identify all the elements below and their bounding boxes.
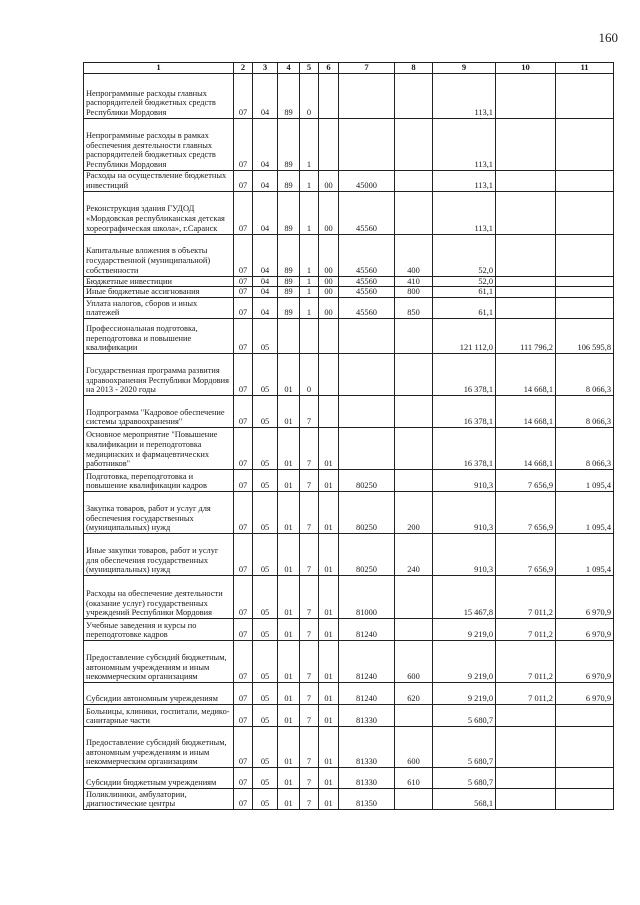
section-code: 07 [234,727,253,768]
section-code: 07 [234,396,253,428]
section-code: 07 [234,428,253,470]
section-code: 07 [234,470,253,492]
subsection-code: 05 [253,428,278,470]
budget-table [83,62,614,810]
table-row [84,119,614,171]
expense-type-code [395,789,433,810]
expense-name: Уплата налогов, сборов и иных платежей [84,298,234,319]
program-code: 89 [278,119,300,171]
section-code: 07 [234,619,253,641]
event-code: 01 [319,683,339,705]
amount-col-11 [556,234,614,276]
column-header: 3 [253,63,278,74]
section-code: 07 [234,234,253,276]
table-row [84,428,614,470]
amount-col-11: 6 970,9 [556,641,614,683]
amount-col-11 [556,727,614,768]
event-code [319,354,339,396]
program-code: 01 [278,396,300,428]
expense-name: Иные бюджетные ассигнования [84,287,234,298]
direction-code: 80250 [339,492,395,534]
amount-col-11: 1 095,4 [556,470,614,492]
column-header: 7 [339,63,395,74]
subprogram-code: 1 [300,298,319,319]
section-code: 07 [234,287,253,298]
section-code: 07 [234,492,253,534]
subprogram-code: 7 [300,428,319,470]
direction-code: 80250 [339,470,395,492]
direction-code: 45560 [339,298,395,319]
column-header: 8 [395,63,433,74]
program-code: 01 [278,705,300,727]
expense-name: Бюджетные инвестиции [84,276,234,287]
expense-type-code [395,354,433,396]
direction-code [339,74,395,119]
program-code: 01 [278,619,300,641]
column-header: 5 [300,63,319,74]
expense-type-code: 600 [395,727,433,768]
subsection-code: 04 [253,119,278,171]
subsection-code: 05 [253,683,278,705]
amount-col-9: 61,1 [433,298,496,319]
section-code: 07 [234,319,253,354]
table-row [84,789,614,810]
amount-col-9: 61,1 [433,287,496,298]
subprogram-code: 7 [300,534,319,576]
amount-col-10: 7 011,2 [496,683,556,705]
table-row [84,319,614,354]
expense-type-code: 200 [395,492,433,534]
section-code: 07 [234,191,253,234]
column-header: 6 [319,63,339,74]
expense-name: Учебные заведения и курсы по переподготовке кадров [84,619,234,641]
amount-col-9: 15 467,8 [433,576,496,619]
amount-col-10: 7 011,2 [496,641,556,683]
subsection-code: 05 [253,396,278,428]
amount-col-11: 8 066,3 [556,428,614,470]
subsection-code: 04 [253,298,278,319]
expense-type-code [395,119,433,171]
amount-col-11 [556,74,614,119]
expense-name: Субсидии бюджетным учреждениям [84,768,234,789]
subsection-code: 05 [253,705,278,727]
expense-name: Субсидии автономным учреждениям [84,683,234,705]
page-number: 160 [598,30,618,45]
table-row [84,191,614,234]
amount-col-10 [496,119,556,171]
subprogram-code: 7 [300,768,319,789]
subsection-code: 05 [253,576,278,619]
table-row [84,276,614,287]
event-code: 00 [319,276,339,287]
direction-code: 81350 [339,789,395,810]
amount-col-10: 14 668,1 [496,396,556,428]
table-row [84,354,614,396]
amount-col-10 [496,789,556,810]
direction-code: 81330 [339,727,395,768]
section-code: 07 [234,789,253,810]
event-code: 00 [319,287,339,298]
column-header: 11 [556,63,614,74]
subprogram-code: 1 [300,276,319,287]
table-row [84,619,614,641]
amount-col-10 [496,287,556,298]
expense-name: Профессиональная подготовка, переподготовка и повышение квалификации [84,319,234,354]
program-code: 01 [278,789,300,810]
subprogram-code: 7 [300,705,319,727]
amount-col-9: 16 378,1 [433,428,496,470]
direction-code: 45560 [339,287,395,298]
column-header: 4 [278,63,300,74]
subprogram-code: 1 [300,191,319,234]
expense-type-code [395,319,433,354]
subsection-code: 05 [253,789,278,810]
direction-code: 45560 [339,191,395,234]
column-header: 10 [496,63,556,74]
direction-code [339,354,395,396]
table-row [84,727,614,768]
table-row [84,171,614,192]
expense-type-code [395,396,433,428]
subprogram-code: 7 [300,396,319,428]
program-code: 89 [278,234,300,276]
expense-name: Поликлиники, амбулатории, диагностические центры [84,789,234,810]
subsection-code: 04 [253,171,278,192]
event-code: 01 [319,428,339,470]
subsection-code: 05 [253,534,278,576]
event-code: 00 [319,298,339,319]
expense-name: Государственная программа развития здравоохранения Республики Мордовия на 2013 - 2020 годы [84,354,234,396]
section-code: 07 [234,534,253,576]
event-code: 01 [319,705,339,727]
event-code: 01 [319,470,339,492]
amount-col-9: 52,0 [433,234,496,276]
amount-col-11 [556,705,614,727]
expense-type-code [395,191,433,234]
subprogram-code: 7 [300,789,319,810]
direction-code [339,396,395,428]
table-row [84,683,614,705]
subprogram-code: 7 [300,492,319,534]
amount-col-11 [556,276,614,287]
section-code: 07 [234,683,253,705]
table-row [84,74,614,119]
event-code: 01 [319,492,339,534]
expense-type-code [395,74,433,119]
amount-col-11 [556,789,614,810]
table-row [84,492,614,534]
subprogram-code: 1 [300,171,319,192]
program-code: 01 [278,428,300,470]
section-code: 07 [234,119,253,171]
section-code: 07 [234,276,253,287]
amount-col-11 [556,119,614,171]
subsection-code: 04 [253,234,278,276]
event-code: 01 [319,641,339,683]
section-code: 07 [234,641,253,683]
event-code: 01 [319,768,339,789]
expense-name: Больницы, клиники, госпитали, медико-санитарные части [84,705,234,727]
direction-code [339,428,395,470]
expense-type-code: 410 [395,276,433,287]
expense-name: Непрограммные расходы главных распорядителей бюджетных средств Республики Мордовия [84,74,234,119]
expense-type-code: 610 [395,768,433,789]
direction-code: 81000 [339,576,395,619]
amount-col-11 [556,191,614,234]
amount-col-11: 1 095,4 [556,492,614,534]
amount-col-10: 7 656,9 [496,534,556,576]
amount-col-9: 113,1 [433,119,496,171]
subprogram-code: 1 [300,119,319,171]
amount-col-11 [556,298,614,319]
program-code: 89 [278,191,300,234]
section-code: 07 [234,298,253,319]
column-header: 2 [234,63,253,74]
subprogram-code: 1 [300,234,319,276]
amount-col-9: 113,1 [433,74,496,119]
amount-col-9: 910,3 [433,534,496,576]
program-code: 89 [278,298,300,319]
amount-col-9: 910,3 [433,492,496,534]
event-code [319,119,339,171]
amount-col-11: 6 970,9 [556,619,614,641]
amount-col-10 [496,191,556,234]
subsection-code: 05 [253,319,278,354]
table-row [84,768,614,789]
amount-col-10 [496,768,556,789]
event-code: 01 [319,789,339,810]
subsection-code: 04 [253,276,278,287]
subprogram-code: 7 [300,641,319,683]
event-code: 01 [319,534,339,576]
table-row [84,396,614,428]
amount-col-10: 14 668,1 [496,428,556,470]
event-code [319,74,339,119]
amount-col-9: 568,1 [433,789,496,810]
expense-name: Предоставление субсидий бюджетным, автономным учреждениям и иным некоммерческим организациям [84,641,234,683]
program-code: 01 [278,470,300,492]
expense-type-code [395,705,433,727]
table-row [84,234,614,276]
expense-name: Расходы на осуществление бюджетных инвестиций [84,171,234,192]
amount-col-10 [496,234,556,276]
section-code: 07 [234,171,253,192]
amount-col-10: 14 668,1 [496,354,556,396]
program-code: 89 [278,287,300,298]
subsection-code: 05 [253,641,278,683]
subprogram-code: 7 [300,576,319,619]
amount-col-10: 7 011,2 [496,576,556,619]
expense-name: Капитальные вложения в объекты государственной (муниципальной) собственности [84,234,234,276]
subsection-code: 05 [253,492,278,534]
program-code: 01 [278,492,300,534]
program-code [278,319,300,354]
amount-col-9: 16 378,1 [433,354,496,396]
expense-type-code: 240 [395,534,433,576]
subprogram-code: 7 [300,619,319,641]
direction-code [339,319,395,354]
subsection-code: 04 [253,287,278,298]
column-header: 9 [433,63,496,74]
direction-code: 45560 [339,276,395,287]
amount-col-11 [556,768,614,789]
amount-col-9: 52,0 [433,276,496,287]
amount-col-10: 7 656,9 [496,470,556,492]
amount-col-10 [496,705,556,727]
expense-type-code [395,619,433,641]
expense-name: Подготовка, переподготовка и повышение квалификации кадров [84,470,234,492]
amount-col-11: 106 595,8 [556,319,614,354]
table-row [84,470,614,492]
amount-col-9: 9 219,0 [433,683,496,705]
direction-code: 81240 [339,683,395,705]
direction-code: 81240 [339,641,395,683]
expense-type-code: 620 [395,683,433,705]
expense-name: Реконструкция здания ГУДОД «Мордовская республиканская детская хореографическая школа», г.Саранск [84,191,234,234]
subprogram-code: 0 [300,74,319,119]
subprogram-code [300,319,319,354]
direction-code [339,119,395,171]
expense-type-code [395,470,433,492]
event-code: 01 [319,727,339,768]
direction-code: 81330 [339,705,395,727]
subprogram-code: 0 [300,354,319,396]
expense-type-code: 600 [395,641,433,683]
amount-col-10: 111 796,2 [496,319,556,354]
amount-col-9: 121 112,0 [433,319,496,354]
expense-name: Подпрограмма "Кадровое обеспечение системы здравоохранения" [84,396,234,428]
program-code: 89 [278,171,300,192]
amount-col-10 [496,276,556,287]
program-code: 01 [278,354,300,396]
program-code: 01 [278,534,300,576]
amount-col-9: 910,3 [433,470,496,492]
direction-code: 81330 [339,768,395,789]
program-code: 01 [278,683,300,705]
amount-col-9: 5 680,7 [433,705,496,727]
amount-col-9: 5 680,7 [433,768,496,789]
table-row [84,534,614,576]
table-row [84,287,614,298]
subprogram-code: 7 [300,683,319,705]
section-code: 07 [234,354,253,396]
amount-col-10: 7 011,2 [496,619,556,641]
section-code: 07 [234,74,253,119]
amount-col-10 [496,171,556,192]
section-code: 07 [234,705,253,727]
event-code: 00 [319,171,339,192]
amount-col-10 [496,298,556,319]
event-code: 01 [319,576,339,619]
amount-col-11: 6 970,9 [556,683,614,705]
event-code: 00 [319,191,339,234]
expense-type-code: 800 [395,287,433,298]
program-code: 01 [278,727,300,768]
direction-code: 80250 [339,534,395,576]
subsection-code: 05 [253,619,278,641]
direction-code: 45560 [339,234,395,276]
direction-code: 45000 [339,171,395,192]
subsection-code: 05 [253,470,278,492]
section-code: 07 [234,576,253,619]
amount-col-11: 6 970,9 [556,576,614,619]
event-code [319,319,339,354]
program-code: 01 [278,576,300,619]
event-code: 01 [319,619,339,641]
amount-col-10 [496,727,556,768]
subprogram-code: 1 [300,287,319,298]
table-row [84,705,614,727]
expense-name: Закупка товаров, работ и услуг для обеспечения государственных (муниципальных) нужд [84,492,234,534]
column-header: 1 [84,63,234,74]
amount-col-9: 9 219,0 [433,619,496,641]
expense-type-code: 400 [395,234,433,276]
amount-col-9: 113,1 [433,171,496,192]
table-row [84,641,614,683]
expense-type-code [395,428,433,470]
amount-col-11: 8 066,3 [556,354,614,396]
expense-type-code [395,171,433,192]
table-header-row [84,63,614,74]
subsection-code: 05 [253,727,278,768]
subprogram-code: 7 [300,727,319,768]
amount-col-11 [556,171,614,192]
expense-name: Предоставление субсидий бюджетным, автономным учреждениям и иным некоммерческим организациям [84,727,234,768]
expense-name: Расходы на обеспечение деятельности (оказание услуг) государственных учреждений Республики Мордовия [84,576,234,619]
amount-col-10 [496,74,556,119]
program-code: 01 [278,641,300,683]
program-code: 89 [278,276,300,287]
amount-col-11: 8 066,3 [556,396,614,428]
event-code [319,396,339,428]
expense-name: Непрограммные расходы в рамках обеспечения деятельности главных распорядителей бюджетных средств Республики Мордовия [84,119,234,171]
amount-col-10: 7 656,9 [496,492,556,534]
amount-col-11 [556,287,614,298]
subsection-code: 04 [253,191,278,234]
program-code: 89 [278,74,300,119]
table-row [84,298,614,319]
subprogram-code: 7 [300,470,319,492]
subsection-code: 04 [253,74,278,119]
table-row [84,576,614,619]
amount-col-9: 9 219,0 [433,641,496,683]
expense-name: Иные закупки товаров, работ и услуг для обеспечения государственных (муниципальных) нужд [84,534,234,576]
expense-name: Основное мероприятие "Повышение квалификации и переподготовка медицинских и фармацевтических работников" [84,428,234,470]
amount-col-9: 16 378,1 [433,396,496,428]
amount-col-9: 5 680,7 [433,727,496,768]
subsection-code: 05 [253,354,278,396]
amount-col-11: 1 095,4 [556,534,614,576]
expense-type-code: 850 [395,298,433,319]
direction-code: 81240 [339,619,395,641]
amount-col-9: 113,1 [433,191,496,234]
expense-type-code [395,576,433,619]
subsection-code: 05 [253,768,278,789]
program-code: 01 [278,768,300,789]
event-code: 00 [319,234,339,276]
section-code: 07 [234,768,253,789]
